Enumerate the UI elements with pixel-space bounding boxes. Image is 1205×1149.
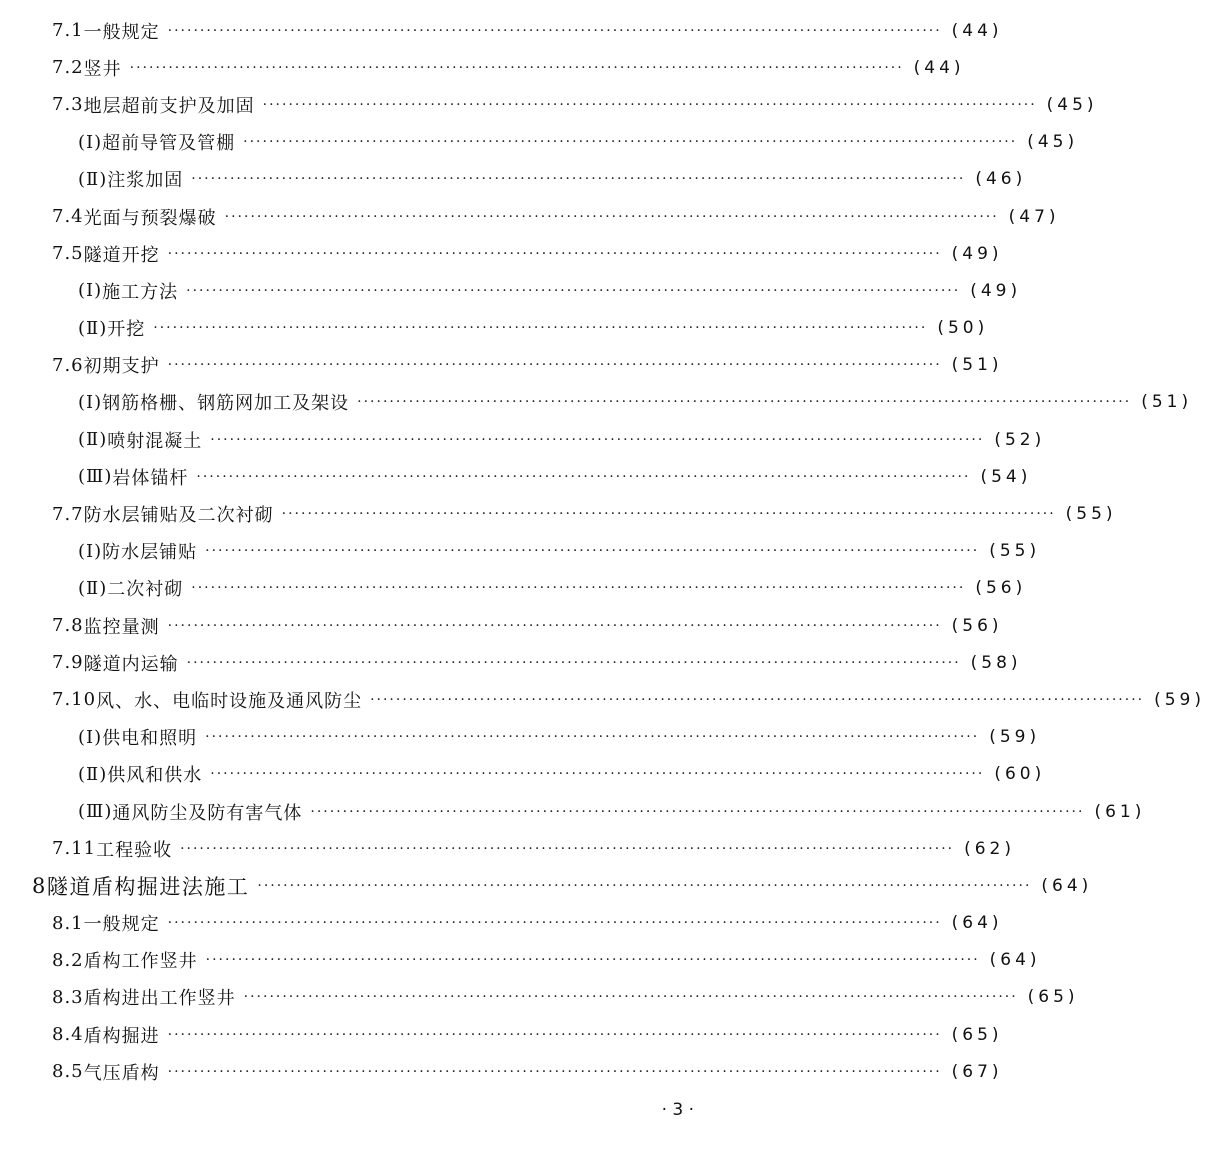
dot-leader: ························································································································ xyxy=(186,654,961,671)
toc-entry-number: 7.11 xyxy=(52,838,97,860)
toc-entry-title: 防水层铺贴 xyxy=(102,542,198,564)
toc-entry-title: 气压盾构 xyxy=(83,1062,160,1084)
toc-entry xyxy=(0,681,1205,718)
dot-leader: ························································································································ xyxy=(310,803,1085,820)
dot-leader: ························································································································ xyxy=(205,543,980,560)
toc-entry xyxy=(0,1053,1003,1090)
toc-entry-page: (45) xyxy=(1027,132,1079,153)
dot-leader: ························································································································ xyxy=(257,877,1032,894)
toc-entry-title: 隧道开挖 xyxy=(83,244,160,266)
dot-leader: ························································································································ xyxy=(191,171,966,188)
toc-entry-page: (55) xyxy=(1065,504,1117,525)
dot-leader: ························································································································ xyxy=(205,952,980,969)
toc-entry-title: 喷射混凝土 xyxy=(107,430,203,452)
toc-entry-title: 盾构进出工作竖井 xyxy=(83,988,236,1010)
page-number: · 3 · xyxy=(661,1100,694,1120)
toc-entry-title: 注浆加固 xyxy=(107,170,184,192)
toc-entry xyxy=(0,49,965,86)
dot-leader: ························································································································ xyxy=(167,22,942,39)
toc-entry-number: 7.9 xyxy=(52,652,84,674)
toc-entry-number: (Ⅱ) xyxy=(78,429,108,451)
dot-leader: ························································································································ xyxy=(357,394,1132,411)
toc-entry-title: 监控量测 xyxy=(83,616,160,638)
dot-leader: ························································································································ xyxy=(167,245,942,262)
toc-entry xyxy=(0,867,1093,904)
toc-entry-title: 通风防尘及防有害气体 xyxy=(112,802,303,824)
toc-entry xyxy=(0,384,1193,421)
toc-entry-page: (51) xyxy=(951,355,1003,376)
toc-entry xyxy=(0,719,1041,756)
toc-entry-page: (50) xyxy=(937,318,989,339)
dot-leader: ························································································································ xyxy=(210,431,985,448)
toc-entry-number: (Ⅲ) xyxy=(78,466,113,488)
toc-entry-page: (59) xyxy=(989,727,1041,748)
toc-entry-title: 初期支护 xyxy=(83,356,160,378)
toc-entry xyxy=(0,310,989,347)
toc-entry-title: 工程验收 xyxy=(96,839,173,861)
toc-entry-page: (58) xyxy=(970,652,1022,673)
toc-entry-page: (55) xyxy=(989,541,1041,562)
toc-entry-page: (59) xyxy=(1154,689,1205,710)
toc-entry-title: 盾构工作竖井 xyxy=(83,951,198,973)
dot-leader: ························································································································ xyxy=(153,320,928,337)
toc-entry-page: (56) xyxy=(951,615,1003,636)
toc-entry-number: 7.7 xyxy=(52,503,84,525)
toc-entry-page: (45) xyxy=(1046,94,1098,115)
toc-entry-number: 7.5 xyxy=(52,243,84,265)
toc-entry-number: 8.3 xyxy=(52,986,84,1008)
dot-leader: ························································································································ xyxy=(281,506,1056,523)
toc-entry xyxy=(0,570,1027,607)
toc-entry-number: (Ⅱ) xyxy=(78,168,108,190)
toc-entry xyxy=(0,86,1098,123)
toc-entry-title: 防水层铺贴及二次衬砌 xyxy=(83,505,274,527)
toc-entry-page: (65) xyxy=(951,1024,1003,1045)
toc-entry xyxy=(0,607,1003,644)
dot-leader: ························································································································ xyxy=(167,915,942,932)
toc-entry-number: 7.3 xyxy=(52,94,84,116)
toc-entry-title: 隧道内运输 xyxy=(83,653,179,675)
toc-entry xyxy=(0,458,1032,495)
toc-entry-page: (62) xyxy=(964,838,1016,859)
dot-leader: ························································································································ xyxy=(243,989,1018,1006)
toc-entry-page: (49) xyxy=(951,243,1003,264)
toc-entry-title: 一般规定 xyxy=(83,914,160,936)
toc-entry-number: (Ⅲ) xyxy=(78,801,113,823)
toc-entry xyxy=(0,124,1079,161)
dot-leader: ························································································································ xyxy=(191,580,966,597)
toc-entry-title: 二次衬砌 xyxy=(107,579,184,601)
toc-entry xyxy=(0,235,1003,272)
toc-entry-title: 一般规定 xyxy=(83,21,160,43)
toc-entry xyxy=(0,347,1003,384)
dot-leader: ························································································································ xyxy=(186,282,961,299)
toc-entry-number: 7.4 xyxy=(52,206,84,228)
toc-entry xyxy=(0,421,1046,458)
toc-entry-number: 7.8 xyxy=(52,615,84,637)
toc-entry-number: (Ⅱ) xyxy=(78,577,108,599)
toc-entry-number: 8.5 xyxy=(52,1061,84,1083)
dot-leader: ························································································································ xyxy=(262,96,1037,113)
toc-entry-title: 供电和照明 xyxy=(102,728,198,750)
toc-entry-page: (65) xyxy=(1027,987,1079,1008)
toc-entry-page: (54) xyxy=(980,466,1032,487)
dot-leader: ························································································································ xyxy=(167,357,942,374)
toc-entry-title: 隧道盾构掘进法施工 xyxy=(46,874,250,899)
dot-leader: ························································································································ xyxy=(243,134,1018,151)
toc-entry-number: 7.2 xyxy=(52,57,84,79)
dot-leader: ························································································································ xyxy=(167,1026,942,1043)
toc-entry-number: (Ⅰ) xyxy=(78,540,103,562)
toc-entry-title: 竖井 xyxy=(83,58,122,80)
table-of-contents xyxy=(0,12,1205,1090)
toc-entry xyxy=(0,533,1041,570)
toc-entry-number: 8.4 xyxy=(52,1024,84,1046)
dot-leader: ························································································································ xyxy=(167,1063,942,1080)
toc-entry xyxy=(0,793,1146,830)
toc-entry-number: (Ⅰ) xyxy=(78,391,103,413)
toc-entry xyxy=(0,161,1027,198)
dot-leader: ························································································································ xyxy=(196,468,971,485)
toc-entry-title: 岩体锚杆 xyxy=(112,467,189,489)
toc-entry-page: (61) xyxy=(1094,801,1146,822)
toc-entry-number: 7.1 xyxy=(52,20,84,42)
toc-entry-page: (51) xyxy=(1141,392,1193,413)
dot-leader: ························································································································ xyxy=(370,691,1145,708)
toc-entry-page: (64) xyxy=(989,950,1041,971)
toc-entry-title: 施工方法 xyxy=(102,281,179,303)
toc-entry-title: 钢筋格栅、钢筋网加工及架设 xyxy=(102,393,350,415)
toc-entry-title: 超前导管及管棚 xyxy=(102,133,236,155)
toc-entry-number: 7.10 xyxy=(52,689,97,711)
toc-entry-number: (Ⅰ) xyxy=(78,280,103,302)
dot-leader: ························································································································ xyxy=(224,208,999,225)
toc-entry-number: (Ⅱ) xyxy=(78,317,108,339)
toc-entry-number: 7.6 xyxy=(52,354,84,376)
toc-entry xyxy=(0,905,1003,942)
toc-entry-page: (49) xyxy=(970,280,1022,301)
toc-entry-title: 供风和供水 xyxy=(107,765,203,787)
toc-entry-title: 光面与预裂爆破 xyxy=(83,207,217,229)
toc-entry-number: (Ⅰ) xyxy=(78,131,103,153)
toc-entry-number: 8 xyxy=(32,873,47,898)
toc-entry-page: (67) xyxy=(951,1061,1003,1082)
toc-entry-page: (56) xyxy=(975,578,1027,599)
toc-entry xyxy=(0,12,1003,49)
toc-entry-title: 风、水、电临时设施及通风防尘 xyxy=(96,690,363,712)
toc-entry xyxy=(0,756,1046,793)
dot-leader: ························································································································ xyxy=(129,59,904,76)
dot-leader: ························································································································ xyxy=(205,729,980,746)
toc-entry-number: 8.1 xyxy=(52,912,84,934)
toc-entry-page: (46) xyxy=(975,169,1027,190)
toc-entry-title: 开挖 xyxy=(107,319,146,341)
toc-entry-page: (64) xyxy=(951,913,1003,934)
toc-entry xyxy=(0,1016,1003,1053)
dot-leader: ························································································································ xyxy=(167,617,942,634)
toc-entry xyxy=(0,272,1022,309)
toc-entry-number: 8.2 xyxy=(52,949,84,971)
toc-entry-title: 盾构掘进 xyxy=(83,1025,160,1047)
toc-entry-number: (Ⅰ) xyxy=(78,726,103,748)
toc-entry xyxy=(0,979,1079,1016)
toc-entry xyxy=(0,495,1117,532)
toc-entry-title: 地层超前支护及加固 xyxy=(83,95,255,117)
toc-entry-page: (64) xyxy=(1041,875,1093,896)
toc-entry xyxy=(0,830,1016,867)
toc-entry-page: (52) xyxy=(994,429,1046,450)
toc-entry-page: (47) xyxy=(1008,206,1060,227)
dot-leader: ························································································································ xyxy=(180,840,955,857)
toc-entry-page: (60) xyxy=(994,764,1046,785)
toc-entry xyxy=(0,942,1041,979)
toc-entry-number: (Ⅱ) xyxy=(78,763,108,785)
toc-entry-page: (44) xyxy=(913,57,965,78)
toc-entry xyxy=(0,198,1060,235)
toc-entry xyxy=(0,644,1022,681)
toc-entry-page: (44) xyxy=(951,20,1003,41)
dot-leader: ························································································································ xyxy=(210,766,985,783)
